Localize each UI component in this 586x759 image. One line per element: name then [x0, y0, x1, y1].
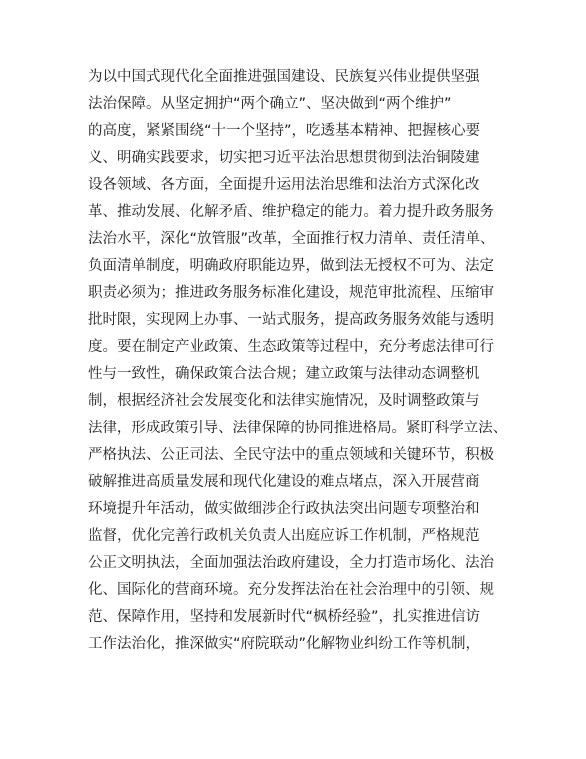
text-line: 环境提升年活动，做实做细涉企行政执法突出问题专项整治和	[88, 501, 480, 517]
text-line: 批时限，实现网上办事、一站式服务，提高政务服务效能与透明	[88, 312, 494, 328]
text-line: 法治水平，深化“放管服”改革，全面推行权力清单、责任清单、	[88, 231, 495, 247]
text-line: 监督，优化完善行政机关负责人出庭应诉工作机制，严格规范	[88, 528, 480, 544]
text-line: 工作法治化，推深做实“府院联动”化解物业纠纷工作等机制，	[88, 636, 481, 652]
text-line: 义、明确实践要求，切实把习近平法治思想贯彻到法治铜陵建	[88, 150, 480, 166]
text-line: 度。要在制定产业政策、生态政策等过程中，充分考虑法律可行	[88, 339, 494, 355]
text-line: 严格执法、公正司法、全民守法中的重点领域和关键环节，积极	[88, 447, 494, 463]
text-line: 破解推进高质量发展和现代化建设的难点堵点，深入开展营商	[88, 474, 480, 490]
text-line: 制，根据经济社会发展变化和法律实施情况，及时调整政策与	[88, 393, 480, 409]
text-line: 为以中国式现代化全面推进强国建设、民族复兴伟业提供坚强	[88, 69, 480, 85]
text-line: 设各领域、各方面，全面提升运用法治思维和法治方式深化改	[88, 177, 480, 193]
body-text	[88, 64, 508, 658]
text-line: 法律，形成政策引导、法律保障的协同推进格局。紧盯科学立法、	[88, 420, 508, 436]
text-line: 化、国际化的营商环境。充分发挥法治在社会治理中的引领、规	[88, 582, 494, 598]
text-line: 负面清单制度，明确政府职能边界，做到法无授权不可为、法定	[88, 258, 494, 274]
text-line: 法治保障。从坚定拥护“两个确立”、坚决做到“两个维护”	[88, 96, 452, 112]
text-line: 公正文明执法，全面加强法治政府建设，全力打造市场化、法治	[88, 555, 494, 571]
text-line: 范、保障作用，坚持和发展新时代“枫桥经验”，扎实推进信访	[88, 609, 481, 625]
text-line: 职责必须为；推进政务服务标准化建设，规范审批流程、压缩审	[88, 285, 494, 301]
text-line: 性与一致性，确保政策合法合规；建立政策与法律动态调整机	[88, 366, 480, 382]
text-line: 的高度，紧紧围绕“十一个坚持”，吃透基本精神、把握核心要	[88, 123, 481, 139]
text-line: 革、推动发展、化解矛盾、维护稳定的能力。着力提升政务服务	[88, 204, 494, 220]
